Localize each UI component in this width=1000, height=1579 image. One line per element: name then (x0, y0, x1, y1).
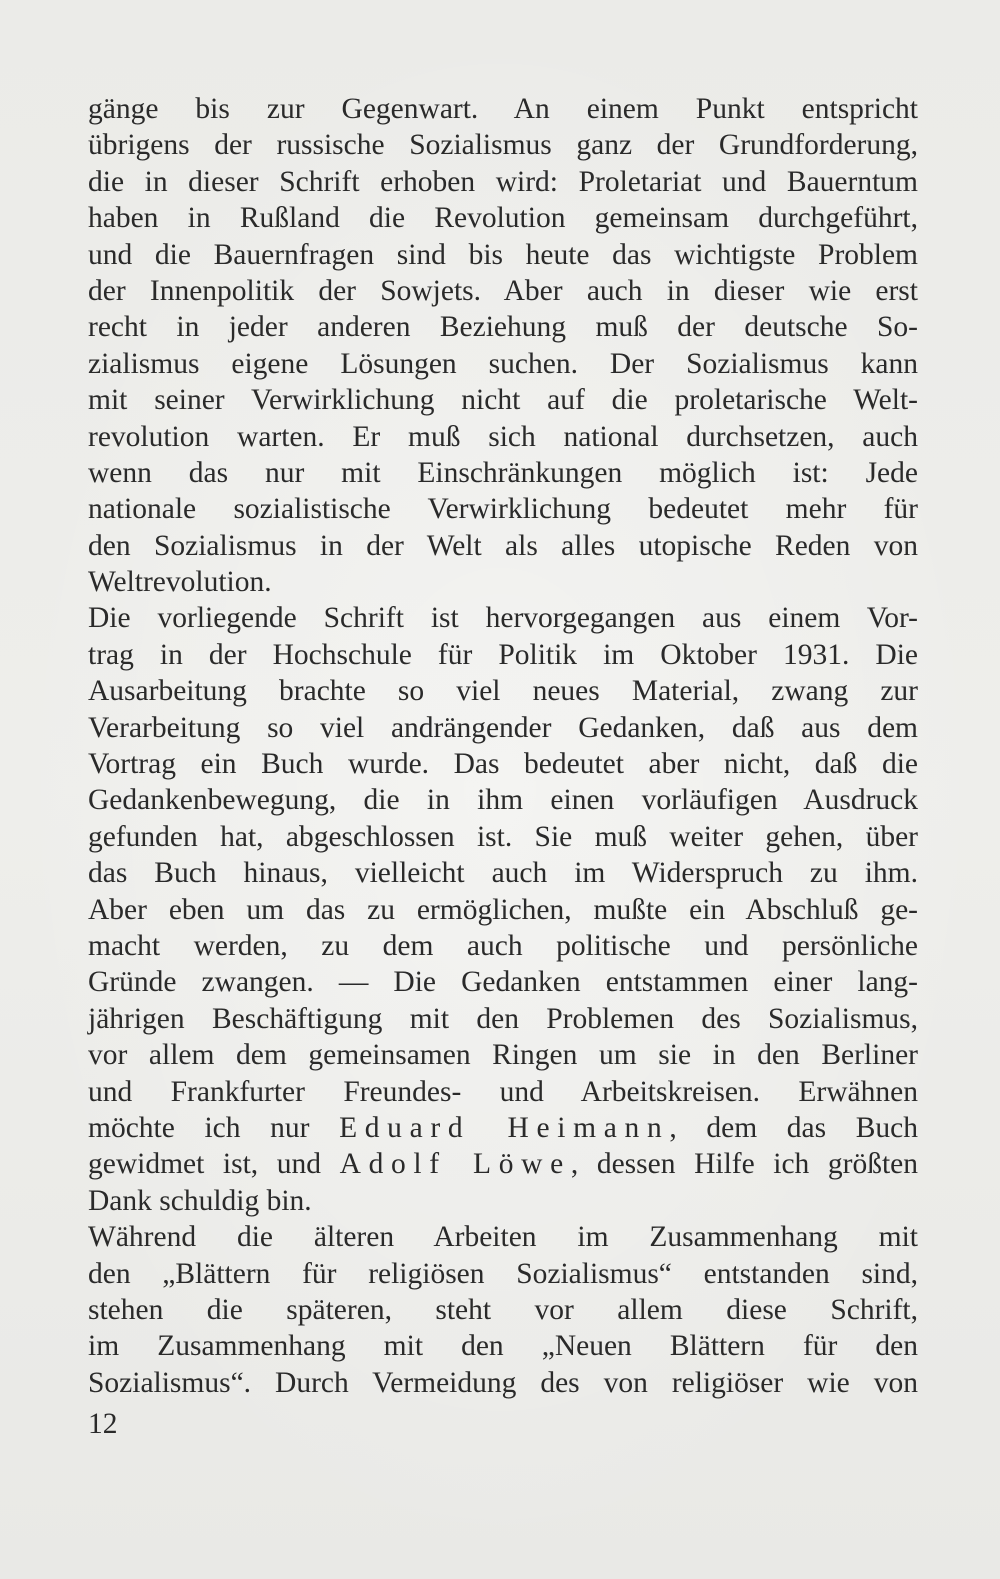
text-line: wenn das nur mit Einschränkungen möglich ist: Jede (88, 456, 918, 489)
text-line: gefunden hat, abgeschlossen ist. Sie muß weiter gehen, über (88, 820, 918, 853)
page-number: 12 (88, 1408, 118, 1440)
text-line: Verarbeitung so viel andrängender Gedanken, daß aus dem (88, 711, 918, 744)
text-line: und die Bauernfragen sind bis heute das wichtigste Problem (88, 238, 918, 271)
text-line: nationale sozialistische Verwirklichung bedeutet mehr für (88, 493, 918, 526)
text-line: den „Blättern für religiösen Sozialismus“ entstanden sind, (88, 1257, 918, 1290)
text-line: die in dieser Schrift erhoben wird: Proletariat und Bauerntum (88, 165, 918, 198)
text-line: stehen die späteren, steht vor allem diese Schrift, (88, 1293, 918, 1326)
text-line: den Sozialismus in der Welt als alles utopische Reden von (88, 529, 918, 562)
text-fragment: möchte ich nur (88, 1111, 340, 1144)
text-line: gänge bis zur Gegenwart. An einem Punkt entspricht (88, 93, 918, 125)
text-line: vor allem dem gemeinsamen Ringen um sie in den Berliner (88, 1039, 918, 1072)
text-line: übrigens der russische Sozialismus ganz der Grundforderung, (88, 129, 918, 162)
text-line: der Innenpolitik der Sowjets. Aber auch in dieser wie erst (88, 274, 918, 307)
text-fragment: , dessen Hilfe ich größten (570, 1148, 918, 1181)
text-line: Dank schuldig bin. (88, 1184, 312, 1217)
text-line: im Zusammenhang mit den „Neuen Blättern für den (88, 1330, 918, 1363)
text-line: jährigen Beschäftigung mit den Problemen des Sozialismus, (88, 1002, 918, 1035)
text-line: Aber eben um das zu ermöglichen, mußte ein Abschluß ge- (88, 893, 918, 926)
text-line: zialismus eigene Lösungen suchen. Der Sozialismus kann (88, 347, 918, 380)
text-line: Weltrevolution. (88, 566, 272, 599)
text-line-acknowledgement (88, 1110, 918, 1146)
text-line: Vortrag ein Buch wurde. Das bedeutet aber nicht, daß die (88, 748, 918, 781)
body-text (88, 91, 918, 1401)
text-fragment: gewidmet ist, und (88, 1148, 340, 1181)
text-line: Die vorliegende Schrift ist hervorgegangen aus einem Vor- (88, 602, 918, 635)
person-name-heimann: Eduard Heimann (339, 1111, 670, 1144)
text-line: haben in Rußland die Revolution gemeinsam durchgeführt, (88, 202, 918, 235)
text-line: Ausarbeitung brachte so viel neues Material, zwang zur (88, 675, 918, 708)
text-line: revolution warten. Er muß sich national durchsetzen, auch (88, 420, 918, 453)
text-line: mit seiner Verwirklichung nicht auf die proletarische Welt- (88, 384, 918, 417)
text-line: Gründe zwangen. — Die Gedanken entstammen einer lang- (88, 966, 918, 999)
text-line: Gedankenbewegung, die in ihm einen vorläufigen Ausdruck (88, 784, 918, 817)
person-name-loewe: Adolf Löwe (339, 1148, 571, 1181)
text-line: macht werden, zu dem auch politische und persönliche (88, 929, 918, 962)
text-line: das Buch hinaus, vielleicht auch im Widerspruch zu ihm. (88, 857, 918, 890)
text-line: Während die älteren Arbeiten im Zusammenhang mit (88, 1221, 918, 1254)
paragraph-1 (88, 91, 918, 600)
paragraph-2 (88, 600, 918, 1219)
text-line: recht in jeder anderen Beziehung muß der deutsche So- (88, 311, 918, 344)
paragraph-3 (88, 1219, 918, 1401)
text-line: trag in der Hochschule für Politik im Oktober 1931. Die (88, 638, 918, 671)
text-line: Sozialismus“. Durch Vermeidung des von religiöser wie von (88, 1366, 918, 1399)
text-line-acknowledgement (88, 1146, 918, 1182)
text-line: und Frankfurter Freundes- und Arbeitskreisen. Erwähnen (88, 1075, 918, 1108)
text-fragment: , dem das Buch (669, 1111, 919, 1144)
